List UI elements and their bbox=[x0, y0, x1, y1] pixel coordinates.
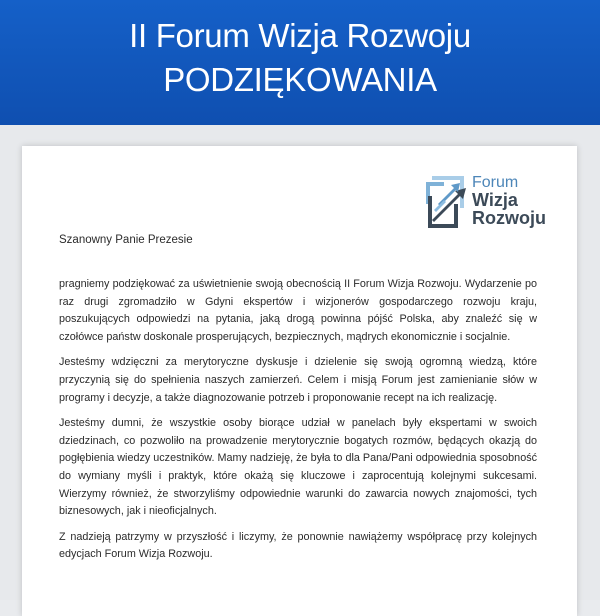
logo-word-wizja: Wizja bbox=[472, 190, 518, 210]
logo-word-forum: Forum bbox=[472, 174, 519, 191]
letter-paragraph: Z nadzieją patrzymy w przyszłość i liczymy, że ponownie nawiążemy współpracę przy kolejnych edycjach Forum Wizja Rozwoju. bbox=[59, 530, 537, 561]
letter-salutation: Szanowny Panie Prezesie bbox=[59, 234, 193, 246]
letter-page bbox=[22, 146, 577, 616]
arrows-logo-icon bbox=[424, 174, 470, 230]
letter-paragraph: Jesteśmy dumni, że wszystkie osoby biorące udział w panelach były ekspertami w swoich dziedzinach, co pozwoliło na prowadzenie merytorycznie bogatych rozmów, będących okazją do pogłębienia wiedzy uczestników. Mamy nadzieję, że była to dla Pana/Pani odpowiednia sposobność do wymiany myśli i praktyk, które okażą się kluczowe i zaprocentują kolejnymi sukcesami. Wierzymy również, że stworzyliśmy odpowiednie warunki do zawarcia nowych znajomości, tych biznesowych, jak i nieoficjalnych. bbox=[59, 417, 537, 518]
logo-word-rozwoju: Rozwoju bbox=[472, 208, 546, 228]
banner-subtitle: PODZIĘKOWANIA bbox=[163, 61, 437, 98]
letter-paragraph: Jesteśmy wdzięczni za merytoryczne dyskusje i dzielenie się swoją ogromną wiedzą, które przyczynią się do spełnienia naszych zamierzeń. Celem i misją Forum jest zamienianie słów w programy i decyzje, a także diagnozowanie potrzeb i proponowanie recept na ich realizację. bbox=[59, 356, 537, 404]
letter-paragraph: pragniemy podziękować za uświetnienie swoją obecnością II Forum Wizja Rozwoju. Wydarzenie po raz drugi zgromadziło w Gdyni ekspertów i wizjonerów gospodarczego rozwoju kraju, poszukujących odpowiedzi na pytania, jaką drogą powinna pójść Polska, aby znaleźć się w czołówce państw doskonale prosperujących, bezpiecznych, mądrych ekonomicznie i socjalnie. bbox=[59, 278, 537, 343]
banner-title: II Forum Wizja Rozwoju bbox=[129, 17, 471, 54]
letter-body bbox=[59, 276, 537, 572]
header-banner bbox=[0, 0, 600, 125]
forum-logo bbox=[424, 174, 564, 232]
